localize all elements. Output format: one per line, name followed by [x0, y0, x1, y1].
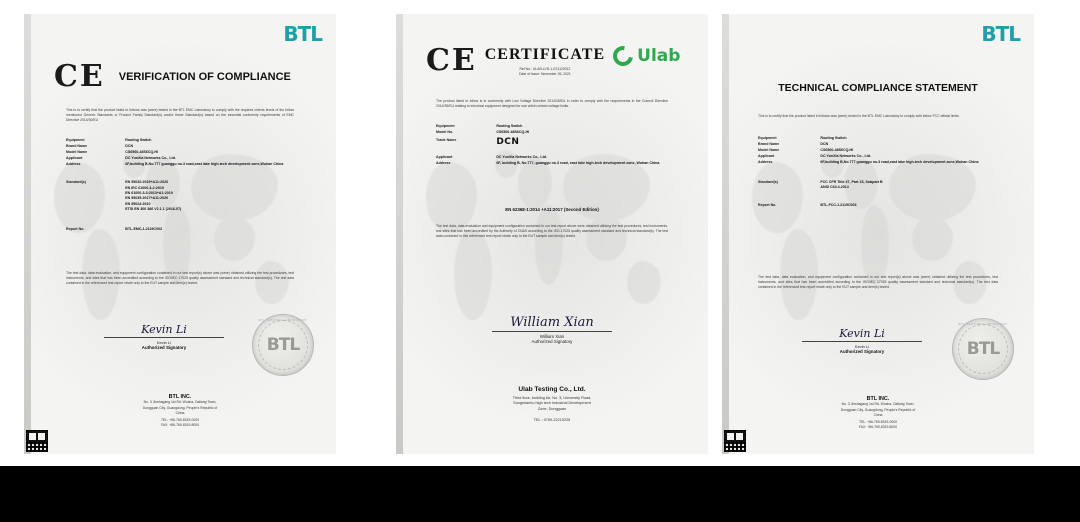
- company-tel: TEL: +86-769-8319-0000: [161, 417, 199, 422]
- embossed-seal: [252, 314, 314, 376]
- field-value: Routing Switch: [125, 137, 152, 142]
- field-value: 6F, building B, No.777, guanggu no.3 road, east lake high-tech development zone, Wuhan China: [496, 161, 660, 166]
- standard-line: EN 62368-1:2014 +A11:2017 (Second Edition): [505, 207, 599, 213]
- document-body: [396, 14, 708, 454]
- field-value: DC YunXia Networks Co., Ltd.: [125, 156, 176, 161]
- company-tel: TEL: +86-769-8319-0000: [859, 419, 897, 424]
- seal-arc-text: BTL TESTING LABORATORY: [258, 318, 308, 322]
- btl-logo: BTL: [283, 22, 322, 46]
- document-title: TECHNICAL COMPLIANCE STATEMENT: [778, 82, 978, 94]
- field-value: DC YunXia Networks Co., Ltd.: [820, 154, 872, 159]
- signer-title: Authorized Signatory: [839, 349, 885, 354]
- document-technical-compliance-statement[interactable]: [722, 14, 1034, 454]
- table-row: [436, 161, 668, 167]
- standard-item: EN 61000-3-3:2013+A1:2019: [125, 190, 173, 195]
- seal-inner-ring: [958, 324, 1008, 374]
- field-value-logo: [496, 136, 668, 150]
- company-fax: FAX: +86-769-8319-8000: [160, 422, 200, 427]
- field-key: Applicant: [758, 154, 775, 159]
- signer-name: Kevin Li: [854, 344, 870, 349]
- field-key: Model Name: [66, 150, 88, 155]
- reference-number-label: Ref No.:: [519, 67, 532, 71]
- company-address-line: Dongguan City, Guangdong, People's Republic of: [840, 407, 916, 412]
- field-value: 6F,building B,No.777 guanggu no.3 road,east lake high-tech development zone,Wuhan China: [820, 160, 979, 165]
- intro-paragraph: This is to certify that the product listed in follows was (were) tested in the BTL EMC Laboratory to comply with the required criteria levels of the follow mentioned Generic Standards or Product Family Standard(s) and/or these Standard(s) based on the essential conformity requirements of EMC Directive 2014/30/EU: [66, 108, 294, 123]
- equipment-details-table: [436, 123, 668, 167]
- field-value: 6F,building B,No.777 guanggu no.3 road,east lake high-tech development zone,Wuhan China: [125, 162, 284, 167]
- report-number: BTL-EMC-1.2119C003: [125, 226, 163, 231]
- company-fax: FAX: +86-769-8319-8000: [858, 424, 898, 429]
- standards-label: Standard(s): [66, 180, 86, 185]
- disclaimer-paragraph: The test data, data evaluation, and equipment configuration contained in our test report(s) above was (were) obtained utilizing the test procedures, test instruments, and sites that has been accredited according to the ISO/IEC 17025 quality assessment standard and technical standard(s). The test data contained in the referenced test report relate only to the EUT sample and item(s) tested.: [758, 274, 998, 289]
- field-value: CS6560-48S6CQ-HI: [820, 147, 854, 152]
- signature-line: [492, 331, 612, 332]
- field-value: Routing Switch: [496, 123, 523, 128]
- table-row: [436, 136, 668, 150]
- company-address-line: China: [873, 412, 883, 417]
- field-key: Address: [66, 162, 81, 167]
- field-key: Equipment: [66, 137, 85, 142]
- equipment-details-table: [66, 137, 294, 168]
- field-key: Applicant: [66, 156, 83, 161]
- field-value: DCN: [820, 141, 829, 146]
- ce-mark-icon: CE: [426, 43, 477, 78]
- seal-label: BTL: [266, 335, 300, 355]
- bottom-black-band: [0, 466, 1080, 522]
- standard-item: ETSI EN 300 386 V2.1.1 (2016-07): [125, 207, 182, 212]
- standard-item: EN 55024:2010: [125, 201, 151, 206]
- company-name: Ulab Testing Co., Ltd.: [518, 385, 586, 393]
- table-row: [758, 160, 998, 166]
- field-value: CS6560-48S6CQ-HI: [496, 130, 530, 134]
- signer-name: William Xian: [539, 334, 565, 339]
- document-certificate[interactable]: [396, 14, 708, 454]
- signature-line: [802, 341, 922, 342]
- field-key: Address: [436, 161, 451, 166]
- document-verification-of-compliance[interactable]: [24, 14, 336, 454]
- company-name: BTL INC.: [168, 394, 192, 401]
- document-body: [722, 14, 1034, 454]
- issue-date: [485, 72, 605, 77]
- dcn-logo: DCN: [496, 137, 520, 148]
- report-label: Report No.: [66, 226, 85, 231]
- company-address-line: China: [175, 410, 185, 415]
- company-address-line: No. 3 Jinshagang 1st Rd. Wusha, Daliang Town,: [841, 402, 915, 407]
- signature-line: [104, 337, 224, 338]
- seal-inner-ring: [258, 320, 308, 370]
- issue-date-value: November 26, 2021: [540, 72, 571, 77]
- seal-label: BTL: [966, 339, 1000, 359]
- disclaimer-paragraph: The test data, data evaluation, and equipment configuration contained in our test report(s) above was (were) obtained utilizing the test procedures, test instruments, and sites that has been accredited according to the ISO/IEC 17025 quality assessment standard and technical standard(s). The test data contained in the referenced test report relate only to the EUT sample and item(s) tested.: [66, 270, 294, 285]
- company-address-line: Third floor, building 6#, No. 3, University Road,: [512, 395, 592, 400]
- signature-image: Kevin Li: [839, 327, 885, 340]
- ulab-logo: [613, 46, 680, 66]
- company-address-line: Songshanhu high tech Industrial Development: [513, 401, 591, 406]
- company-address-line: Zone, Dongguan: [537, 407, 567, 412]
- table-row: [436, 150, 668, 161]
- signer-title: Authorized Signatory: [531, 339, 573, 344]
- document-title: VERIFICATION OF COMPLIANCE: [118, 71, 291, 83]
- field-key: Address: [758, 160, 773, 165]
- field-key: Brand Name: [66, 143, 88, 148]
- reference-number-value: ULAB-LVD-1-E21120012: [532, 67, 571, 71]
- signature-image: Kevin Li: [141, 323, 187, 336]
- qr-code-icon: [26, 430, 48, 452]
- seal-arc-text: BTL TESTING LABORATORY: [958, 322, 1008, 326]
- document-title: CERTIFICATE: [484, 46, 606, 63]
- field-key: Equipment: [758, 135, 777, 140]
- field-key: Trade Name: [436, 137, 457, 142]
- field-key: Equipment: [436, 123, 455, 128]
- ce-mark-icon: CE: [54, 59, 105, 94]
- field-value: CS6560-48S6CQ-HI: [125, 150, 159, 155]
- field-key: Model No.: [436, 130, 454, 134]
- field-value: Routing Switch: [820, 135, 847, 140]
- report-number: BTL-FCC-1.2119C003: [820, 202, 857, 207]
- standard-item: EN 55032:2015+A11:2020: [125, 180, 169, 185]
- field-key: Model Name: [758, 147, 780, 152]
- document-body: [24, 14, 336, 454]
- field-key: Brand Name: [758, 141, 780, 146]
- standards-label: Standard(s): [758, 179, 778, 184]
- standard-item: ANSI C63.4-2014: [820, 185, 849, 190]
- issue-date-label: Date of Issue:: [519, 72, 541, 77]
- standard-item: EN 55035:2017+A11:2020: [125, 196, 169, 201]
- company-address-line: Dongguan City, Guangdong, People's Republic of: [142, 405, 218, 410]
- ulab-ring-icon: [609, 42, 637, 70]
- disclaimer-paragraph: The test data, data evaluation and equipment configuration contained in our test report above were obtained utilizing the test procedures, test instruments, test sites that has been accredited by the Authority of CNAS according to the ISO-17025 quality assessment standard and technical standard(s). The test data contained in this referenced test report relate only to the EUT sample and item(s) tested.: [436, 224, 668, 239]
- signer-title: Authorized Signatory: [141, 345, 187, 350]
- field-value: DCN: [125, 143, 134, 148]
- standard-item: EN IEC 61000-3-2:2019: [125, 185, 164, 190]
- report-label: Report No.: [758, 202, 777, 207]
- intro-paragraph: The product listed in follow is in conformity with Low Voltage Directive 2014/35/EU in order to comply with the requirements in the Council Directive 2014/35/EU relating to electrical equipment designed for use within certain voltage limits.: [436, 99, 668, 109]
- signature-image: William Xian: [510, 315, 594, 330]
- embossed-seal: [952, 318, 1014, 380]
- qr-code-icon: [724, 430, 746, 452]
- table-row: [66, 162, 294, 168]
- intro-paragraph: This is to certify that the product listed in follows was (were) tested in the BTL EMC Laboratory to comply with below FCC official limits.: [758, 114, 960, 118]
- company-address-line: No. 3 Jinshagang 1st Rd. Wusha, Daliang Town,: [143, 400, 217, 405]
- company-name: BTL INC.: [866, 396, 890, 403]
- standard-item: FCC CFR Title 47, Part 15, Subpart B: [820, 179, 883, 184]
- field-value: DC YunXia Networks Co., Ltd.: [496, 155, 547, 160]
- company-tel: TEL : 0769-22210225: [533, 418, 571, 423]
- signer-name: Kevin Li: [156, 340, 172, 345]
- field-key: Applicant: [436, 155, 453, 160]
- ulab-wordmark: Ulab: [637, 46, 681, 66]
- btl-logo: BTL: [981, 22, 1020, 46]
- equipment-details-table: [758, 135, 998, 166]
